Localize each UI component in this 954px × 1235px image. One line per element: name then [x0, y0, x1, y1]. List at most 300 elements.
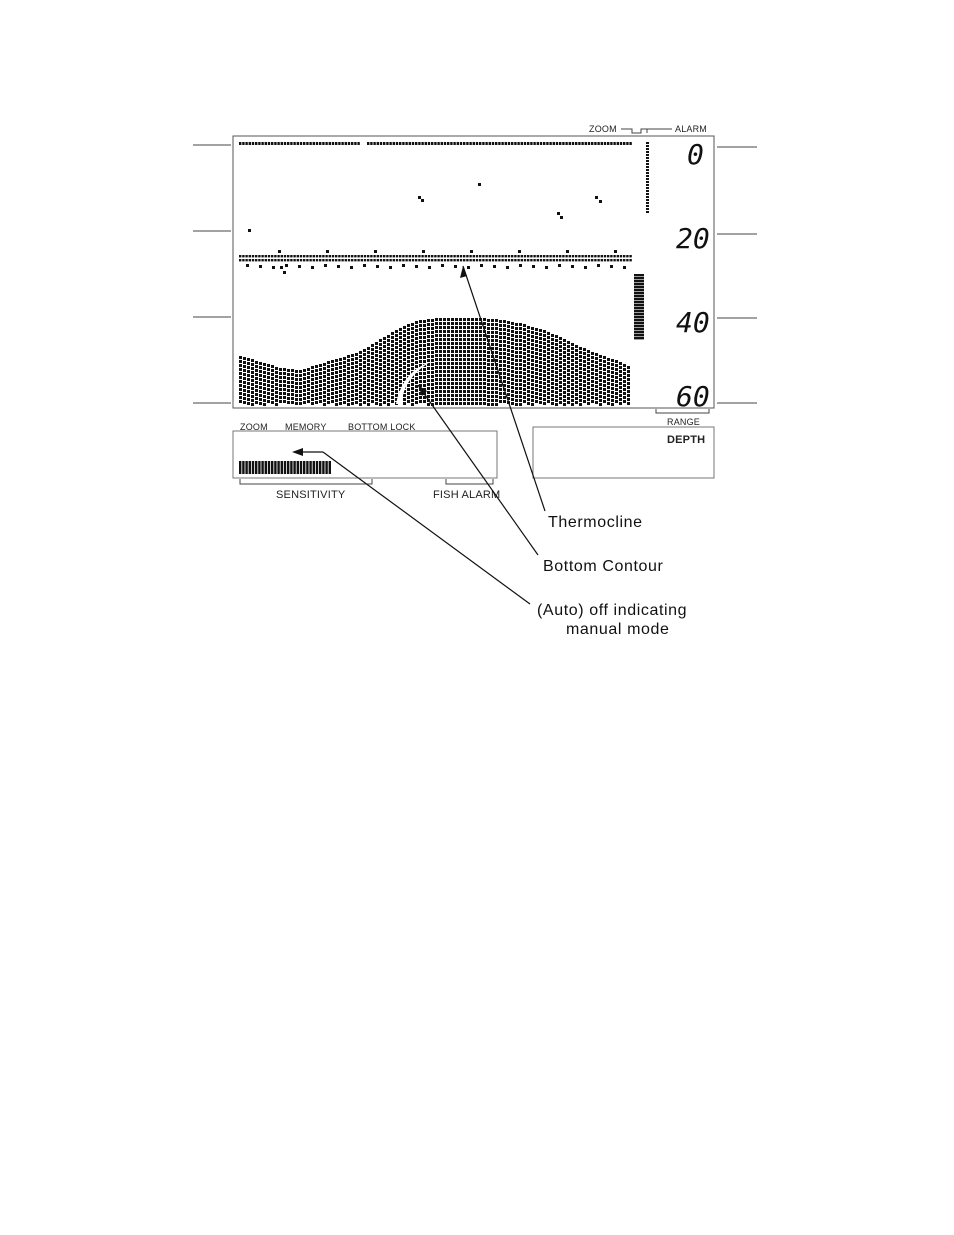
bottom-pixel	[295, 394, 298, 397]
bottom-pixel	[467, 398, 470, 401]
bottom-pixel	[479, 394, 482, 397]
surface-pixel	[396, 142, 398, 145]
bottom-pixel	[351, 358, 354, 361]
bottom-pixel	[627, 402, 630, 405]
bottom-pixel	[623, 364, 626, 367]
bottom-pixel	[603, 384, 606, 387]
surface-pixel	[591, 142, 593, 145]
bottom-pixel	[519, 339, 522, 342]
bottom-pixel	[471, 342, 474, 345]
thermocline-pixel	[367, 255, 369, 257]
bottom-pixel	[423, 320, 426, 323]
bottom-pixel	[511, 338, 514, 341]
thermocline-pixel	[284, 255, 286, 257]
bottom-pixel	[439, 350, 442, 353]
bottom-pixel	[463, 394, 466, 397]
bottom-pixel	[367, 387, 370, 390]
bottom-pixel	[519, 367, 522, 370]
bottom-pixel	[483, 386, 486, 389]
auto-off-callout-line1: (Auto) off indicating	[537, 602, 688, 619]
bottom-pixel	[467, 394, 470, 397]
bottom-pixel	[283, 400, 286, 403]
thermocline-pixel	[524, 259, 526, 261]
thermocline-pixel	[480, 264, 483, 267]
thermocline-pixel	[354, 255, 356, 257]
bottom-pixel	[275, 403, 278, 406]
bottom-pixel	[387, 403, 390, 406]
bottom-pixel	[487, 367, 490, 370]
bottom-pixel	[399, 384, 402, 387]
bottom-pixel	[415, 329, 418, 332]
bottom-pixel	[435, 350, 438, 353]
thermocline-pixel	[447, 255, 449, 257]
thermocline-pixel	[399, 255, 401, 257]
bottom-pixel	[591, 384, 594, 387]
bottom-pixel	[627, 370, 630, 373]
bottom-pixel	[567, 385, 570, 388]
surface-pixel	[274, 142, 276, 145]
bottom-pixel	[315, 369, 318, 372]
bottom-pixel	[295, 390, 298, 393]
bottom-pixel	[335, 395, 338, 398]
thermocline-pixel	[457, 259, 459, 261]
thermocline-pixel	[338, 255, 340, 257]
bottom-pixel	[339, 386, 342, 389]
bottom-pixel	[407, 352, 410, 355]
bottom-pixel	[495, 395, 498, 398]
bottom-pixel	[543, 362, 546, 365]
bottom-pixel	[455, 370, 458, 373]
bottom-pixel	[439, 322, 442, 325]
bottom-pixel	[583, 356, 586, 359]
bottom-pixel	[559, 373, 562, 376]
thermocline-pixel	[626, 255, 628, 257]
surface-pixel	[284, 142, 286, 145]
thermocline-pixel	[466, 255, 468, 257]
bottom-pixel	[451, 398, 454, 401]
bottom-pixel	[251, 399, 254, 402]
bottom-pixel	[491, 323, 494, 326]
bottom-pixel	[363, 357, 366, 360]
bottom-pixel	[551, 378, 554, 381]
bottom-pixel	[567, 361, 570, 364]
bottom-pixel	[599, 359, 602, 362]
bottom-pixel	[435, 382, 438, 385]
bottom-pixel	[439, 334, 442, 337]
bottom-pixel	[471, 390, 474, 393]
bottom-pixel	[307, 380, 310, 383]
bottom-pixel	[571, 367, 574, 370]
bottom-pixel	[555, 379, 558, 382]
surface-pixel	[319, 142, 321, 145]
bottom-pixel	[531, 391, 534, 394]
bottom-pixel	[243, 381, 246, 384]
alarm-bar-pixel	[634, 298, 644, 300]
bottom-pixel	[511, 370, 514, 373]
bottom-pixel	[499, 388, 502, 391]
alarm-bar-pixel	[634, 310, 644, 312]
bottom-pixel	[411, 363, 414, 366]
bottom-pixel	[355, 357, 358, 360]
bottom-pixel	[535, 392, 538, 395]
bottom-pixel	[515, 351, 518, 354]
bottom-pixel	[387, 371, 390, 374]
bottom-pixel	[275, 391, 278, 394]
bottom-pixel	[379, 347, 382, 350]
bottom-pixel	[563, 395, 566, 398]
bottom-pixel	[543, 330, 546, 333]
bottom-pixel	[523, 400, 526, 403]
thermocline-pixel	[265, 259, 267, 261]
bottom-pixel	[459, 338, 462, 341]
zoom-bar-pixel	[646, 202, 649, 204]
thermocline-pixel	[607, 255, 609, 257]
bottom-pixel	[619, 386, 622, 389]
bottom-pixel	[411, 343, 414, 346]
bottom-pixel	[395, 382, 398, 385]
bottom-pixel	[451, 326, 454, 329]
bottom-pixel	[547, 400, 550, 403]
surface-pixel	[578, 142, 580, 145]
bottom-pixel	[591, 396, 594, 399]
bottom-pixel	[375, 402, 378, 405]
bottom-pixel	[607, 370, 610, 373]
bottom-pixel	[391, 356, 394, 359]
bottom-pixel	[503, 320, 506, 323]
thermocline-pixel	[482, 255, 484, 257]
bottom-pixel	[495, 327, 498, 330]
surface-pixel	[377, 142, 379, 145]
bottom-pixel	[427, 367, 430, 370]
bottom-pixel	[403, 358, 406, 361]
thermocline-pixel	[629, 259, 631, 261]
bottom-pixel	[491, 327, 494, 330]
bottom-pixel	[371, 360, 374, 363]
surface-pixel	[418, 142, 420, 145]
bottom-pixel	[471, 370, 474, 373]
bottom-pixel	[411, 347, 414, 350]
surface-pixel	[549, 142, 551, 145]
bottom-pixel	[579, 351, 582, 354]
bottom-pixel	[483, 370, 486, 373]
bottom-pixel	[559, 345, 562, 348]
bottom-pixel	[523, 324, 526, 327]
thermocline-pixel	[514, 255, 516, 257]
bottom-pixel	[443, 398, 446, 401]
bottom-pixel	[543, 398, 546, 401]
bottom-pixel	[371, 356, 374, 359]
bottom-pixel	[483, 342, 486, 345]
bottom-pixel	[455, 386, 458, 389]
thermocline-pixel	[434, 255, 436, 257]
bottom-pixel	[619, 402, 622, 405]
bottom-pixel	[619, 362, 622, 365]
thermocline-pixel	[255, 255, 257, 257]
bottom-pixel	[515, 371, 518, 374]
thermocline-pixel	[261, 255, 263, 257]
bottom-pixel	[243, 385, 246, 388]
bottom-pixel	[447, 386, 450, 389]
bottom-pixel	[511, 330, 514, 333]
bottom-pixel	[567, 349, 570, 352]
surface-line	[239, 142, 632, 145]
thermocline-pixel	[530, 259, 532, 261]
bottom-pixel	[443, 338, 446, 341]
bottom-pixel	[267, 372, 270, 375]
depth-scale-60: 60	[676, 380, 710, 413]
bottom-pixel	[471, 394, 474, 397]
bottom-pixel	[619, 382, 622, 385]
bottom-pixel	[463, 350, 466, 353]
sensitivity-pixel	[258, 461, 260, 474]
thermocline-pixel	[591, 259, 593, 261]
thermocline-pixel	[351, 255, 353, 257]
bottom-pixel	[399, 376, 402, 379]
bottom-pixel	[371, 380, 374, 383]
bottom-pixel	[511, 394, 514, 397]
sensitivity-pixel	[303, 461, 305, 474]
thermocline-pixel	[575, 259, 577, 261]
bottom-pixel	[531, 375, 534, 378]
bottom-pixel	[463, 398, 466, 401]
bottom-pixel	[527, 398, 530, 401]
bottom-pixel	[387, 351, 390, 354]
thermocline-pixel	[386, 259, 388, 261]
surface-pixel	[604, 142, 606, 145]
bottom-pixel	[487, 371, 490, 374]
bottom-pixel	[331, 376, 334, 379]
thermocline-pixel	[337, 265, 340, 268]
bottom-pixel	[475, 334, 478, 337]
bottom-pixel	[399, 328, 402, 331]
bottom-pixel	[419, 380, 422, 383]
bottom-pixel	[559, 349, 562, 352]
bottom-pixel	[407, 360, 410, 363]
bottom-pixel	[331, 384, 334, 387]
bottom-pixel	[495, 383, 498, 386]
bottom-pixel	[299, 390, 302, 393]
bottom-pixel	[383, 345, 386, 348]
bottom-pixel	[239, 360, 242, 363]
bottom-pixel	[431, 327, 434, 330]
bottom-pixel	[535, 388, 538, 391]
bottom-pixel	[459, 378, 462, 381]
bottom-pixel	[479, 338, 482, 341]
bottom-pixel	[415, 337, 418, 340]
bottom-pixel	[499, 340, 502, 343]
thermocline-pixel	[274, 255, 276, 257]
bottom-pixel	[611, 403, 614, 406]
bottom-pixel	[455, 362, 458, 365]
bottom-pixel	[447, 382, 450, 385]
thermocline-pixel	[594, 259, 596, 261]
bottom-pixel	[507, 325, 510, 328]
bottom-pixel	[539, 377, 542, 380]
zoom-bar-pixel	[646, 172, 649, 174]
thermocline-pixel	[316, 255, 318, 257]
bottom-pixel	[299, 402, 302, 405]
bottom-pixel	[487, 391, 490, 394]
bottom-pixel	[375, 362, 378, 365]
surface-pixel	[514, 142, 516, 145]
bottom-pixel	[355, 381, 358, 384]
bottom-pixel	[283, 388, 286, 391]
bottom-pixel	[615, 380, 618, 383]
bottom-pixel	[411, 331, 414, 334]
bottom-pixel	[471, 366, 474, 369]
bottom-pixel	[415, 401, 418, 404]
thermocline-pixel	[239, 255, 241, 257]
fish-pixel	[280, 266, 283, 269]
bottom-pixel	[475, 358, 478, 361]
bottom-pixel	[335, 359, 338, 362]
bottom-pixel	[419, 400, 422, 403]
bottom-pixel	[451, 354, 454, 357]
bottom-pixel	[331, 360, 334, 363]
sensitivity-pixel	[252, 461, 254, 474]
thermocline-pixel	[604, 255, 606, 257]
bottom-pixel	[311, 398, 314, 401]
bottom-pixel	[319, 384, 322, 387]
alarm-bar-pixel	[634, 331, 644, 333]
bottom-pixel	[499, 324, 502, 327]
bottom-pixel	[399, 368, 402, 371]
bottom-pixel	[483, 390, 486, 393]
bottom-pixel	[267, 400, 270, 403]
bottom-pixel	[439, 362, 442, 365]
bottom-pixel	[515, 383, 518, 386]
bottom-pixel	[599, 387, 602, 390]
bottom-pixel	[535, 332, 538, 335]
surface-pixel	[399, 142, 401, 145]
bottom-pixel	[599, 371, 602, 374]
bottom-pixel	[259, 378, 262, 381]
bottom-pixel	[455, 366, 458, 369]
surface-pixel	[287, 142, 289, 145]
bottom-pixel	[351, 390, 354, 393]
bottom-pixel	[539, 393, 542, 396]
bottom-pixel	[443, 362, 446, 365]
bottom-pixel	[407, 368, 410, 371]
thermocline-pixel	[293, 255, 295, 257]
bottom-pixel	[599, 375, 602, 378]
bottom-pixel	[467, 358, 470, 361]
bottom-pixel	[555, 403, 558, 406]
bottom-pixel	[255, 385, 258, 388]
bottom-pixel	[307, 396, 310, 399]
bottom-pixel	[515, 375, 518, 378]
bottom-pixel	[471, 334, 474, 337]
bottom-pixel	[591, 364, 594, 367]
alarm-bar-pixel	[634, 316, 644, 318]
bottom-pixel	[387, 391, 390, 394]
thermocline-pixel	[581, 259, 583, 261]
thermocline-pixel	[324, 264, 327, 267]
thermocline-pixel	[300, 255, 302, 257]
bottom-pixel	[475, 370, 478, 373]
bottom-pixel	[323, 363, 326, 366]
thermocline-pixel	[325, 259, 327, 261]
bottom-pixel	[547, 388, 550, 391]
bottom-pixel	[539, 401, 542, 404]
surface-pixel	[348, 142, 350, 145]
bottom-pixel	[471, 330, 474, 333]
bottom-pixel	[411, 395, 414, 398]
bottom-pixel	[343, 357, 346, 360]
bottom-pixel	[423, 340, 426, 343]
bottom-pixel	[471, 362, 474, 365]
surface-pixel	[460, 142, 462, 145]
alarm-bar-pixel	[634, 313, 644, 315]
bottom-pixel	[467, 402, 470, 405]
bottom-pixel	[579, 403, 582, 406]
thermocline-pixel	[421, 259, 423, 261]
bottom-pixel	[559, 369, 562, 372]
thermocline-pixel	[409, 255, 411, 257]
thermocline-pixel	[524, 255, 526, 257]
bottom-pixel	[463, 330, 466, 333]
bottom-pixel	[243, 393, 246, 396]
thermocline-pixel	[271, 259, 273, 261]
bottom-pixel	[619, 390, 622, 393]
bottom-pixel	[439, 398, 442, 401]
bottom-pixel	[463, 354, 466, 357]
bottom-pixel	[447, 342, 450, 345]
surface-pixel	[540, 142, 542, 145]
bottom-pixel	[271, 389, 274, 392]
bottom-pixel	[451, 394, 454, 397]
bottom-pixel	[507, 345, 510, 348]
bottom-pixel	[319, 380, 322, 383]
bottom-pixel	[575, 393, 578, 396]
bottom-pixel	[567, 369, 570, 372]
thermocline-pixel	[437, 255, 439, 257]
bottom-pixel	[399, 360, 402, 363]
thermocline-pixel	[559, 255, 561, 257]
thermocline-pixel	[303, 259, 305, 261]
bottom-pixel	[599, 383, 602, 386]
bottom-pixel	[275, 387, 278, 390]
bottom-pixel	[395, 370, 398, 373]
bottom-pixel	[439, 394, 442, 397]
bottom-pixel	[379, 343, 382, 346]
zoom-bar-pixel	[646, 190, 649, 192]
fish-pixel	[283, 271, 286, 274]
bottom-pixel	[583, 376, 586, 379]
bottom-pixel	[303, 385, 306, 388]
surface-pixel	[245, 142, 247, 145]
bottom-pixel	[471, 322, 474, 325]
thermocline-band	[239, 250, 632, 269]
surface-pixel	[533, 142, 535, 145]
bottom-pixel	[619, 374, 622, 377]
bottom-pixel	[363, 349, 366, 352]
bottom-pixel	[607, 378, 610, 381]
thermocline-pixel	[383, 255, 385, 257]
thermocline-pixel	[463, 255, 465, 257]
thermocline-pixel	[389, 255, 391, 257]
zoom-bar-pixel	[646, 193, 649, 195]
bottom-pixel	[471, 358, 474, 361]
zoom-bar-pixel	[646, 145, 649, 147]
thermocline-pixel	[511, 259, 513, 261]
surface-pixel	[543, 142, 545, 145]
thermocline-pixel	[505, 259, 507, 261]
bottom-pixel	[543, 338, 546, 341]
thermocline-pixel	[457, 255, 459, 257]
bottom-pixel	[279, 368, 282, 371]
bottom-pixel	[479, 390, 482, 393]
